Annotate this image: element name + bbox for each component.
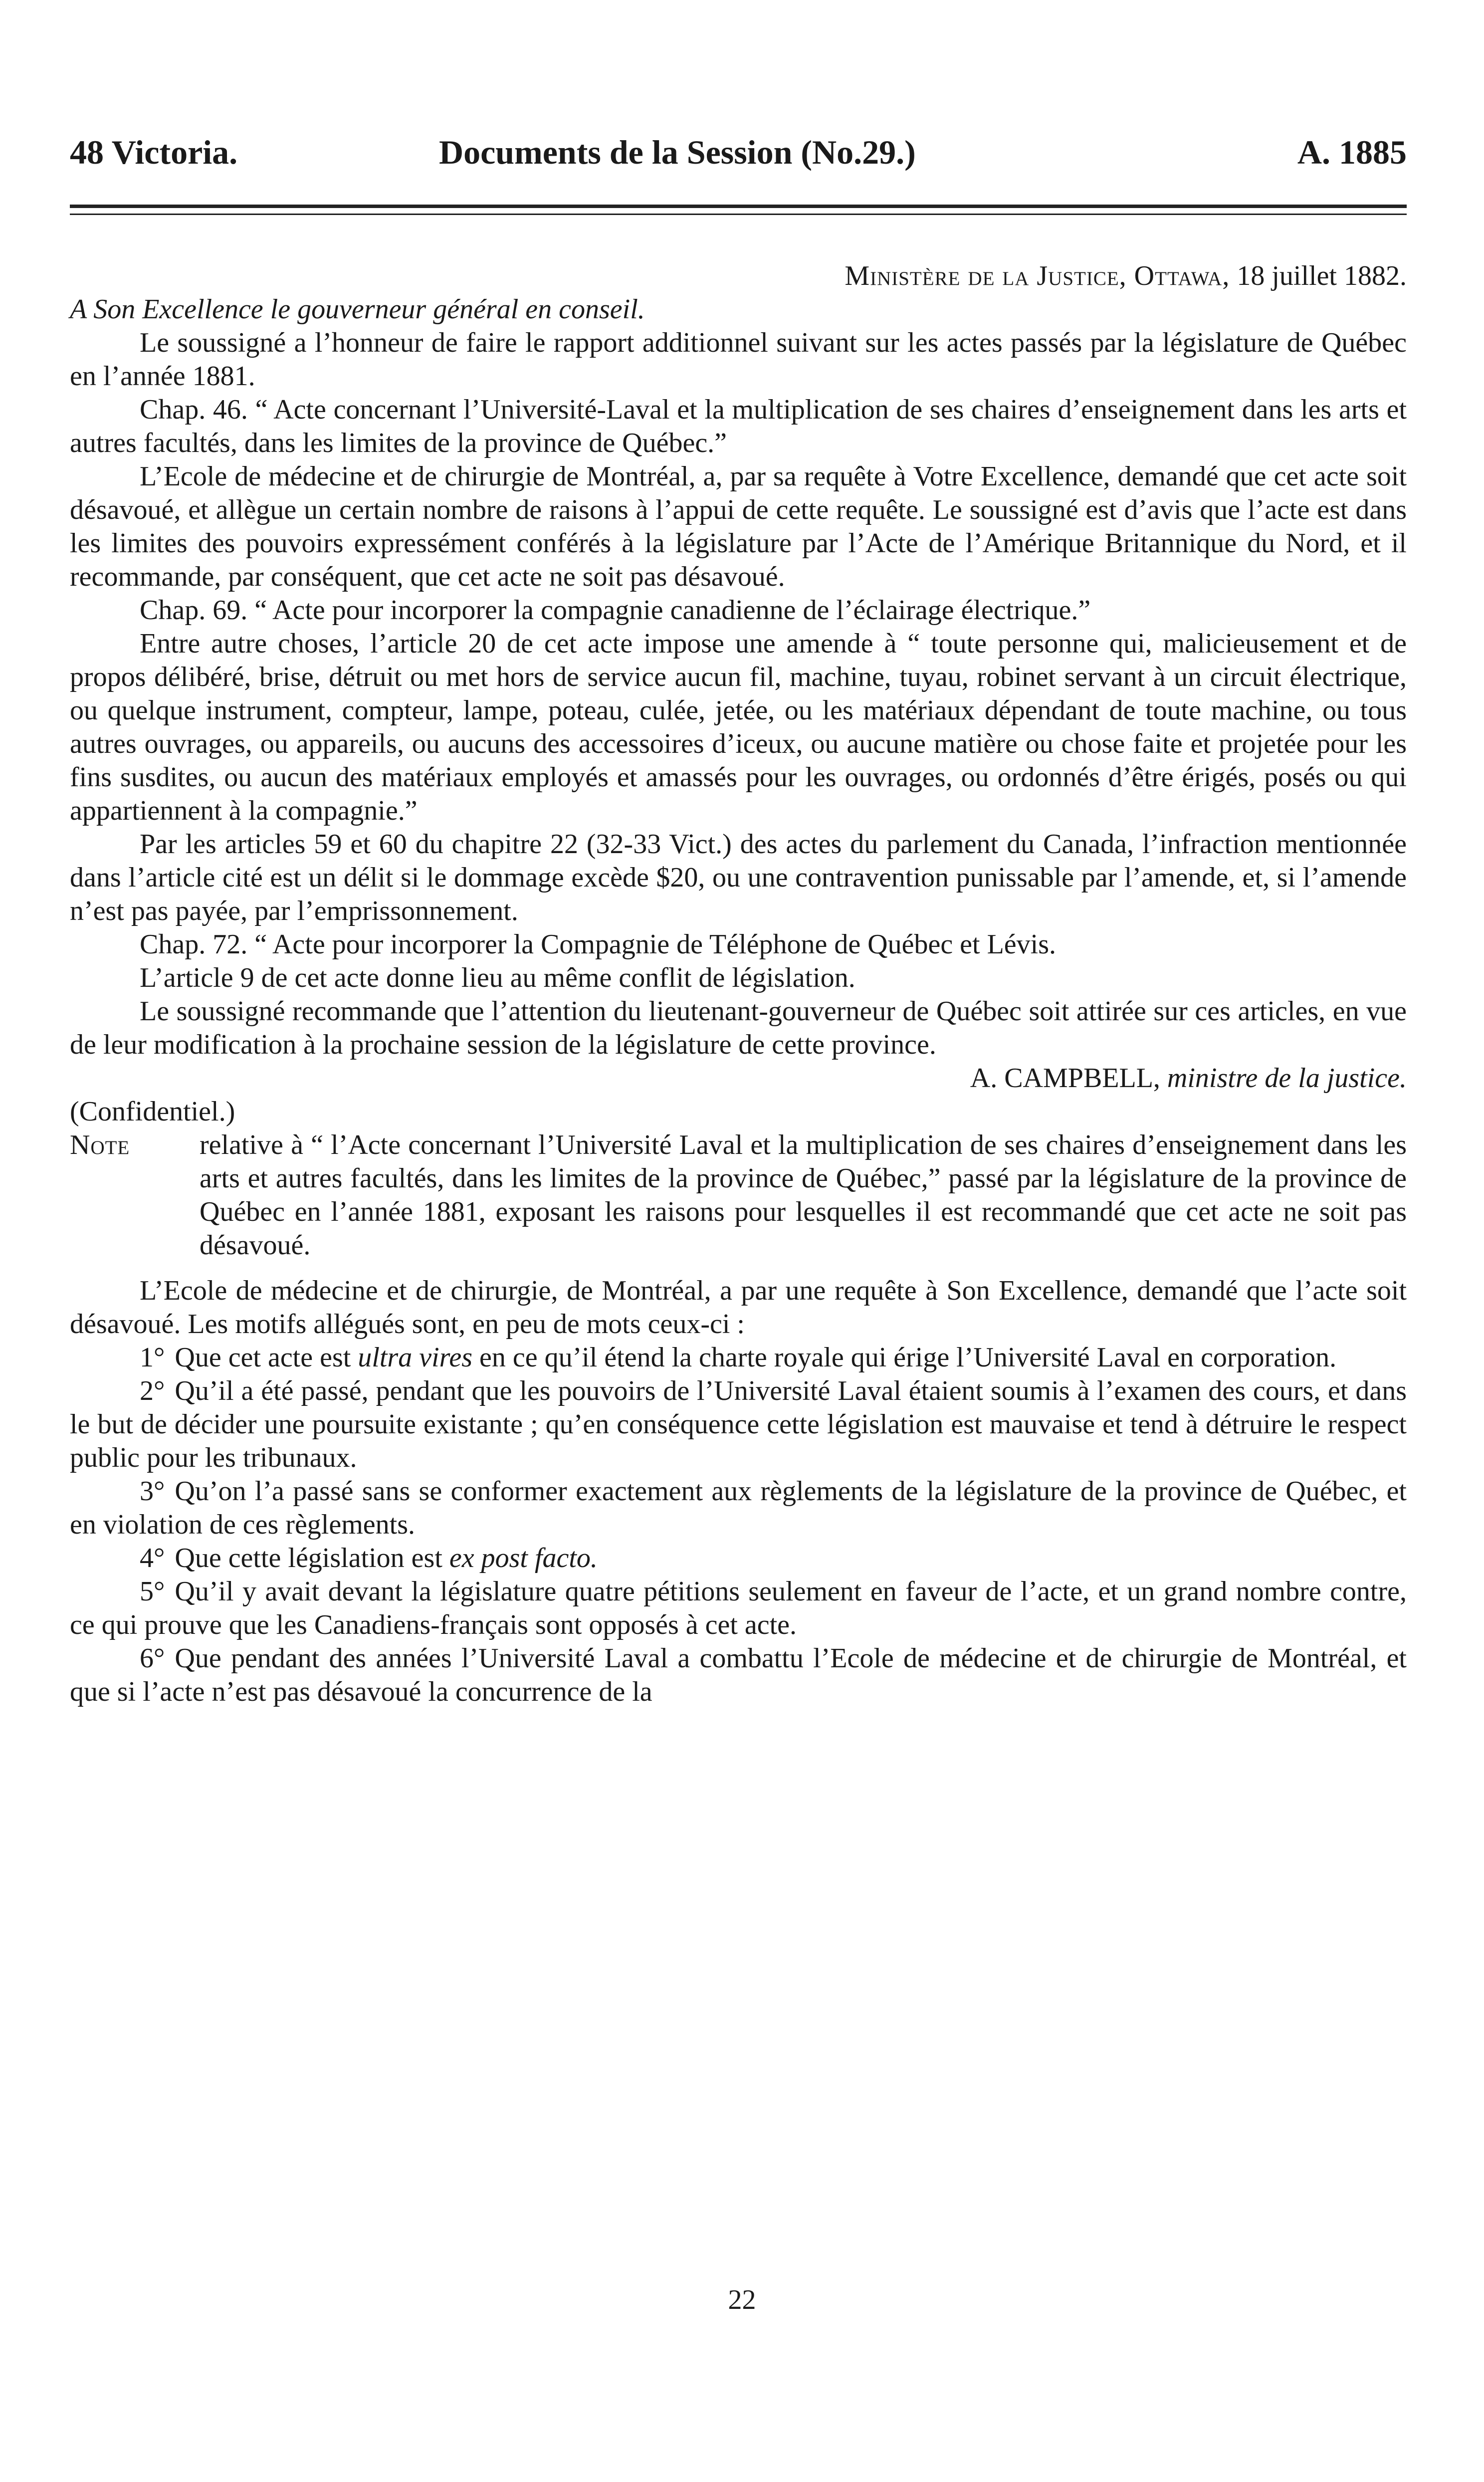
paragraph: L’Ecole de médecine et de chirurgie de Montréal, a, par sa requête à Votre Excellence, demandé que cet acte soit désavoué, et allègue un certain nombre de raisons à l’appui de cette requête. Le soussigné est d’avis que l’acte est dans les limites des pouvoirs expressément conférés à la législature par l’Acte de l’Amérique Britannique du Nord, et il recommande, par conséquent, que cet acte ne soit pas désavoué. [70, 461, 1407, 592]
dateline-date: 18 juillet 1882. [1237, 260, 1407, 291]
signature [70, 1062, 1407, 1095]
motif-number: 3° [140, 1476, 165, 1507]
motif-item [70, 1341, 1407, 1374]
dateline [70, 259, 1407, 293]
motif-item [70, 1575, 1407, 1642]
motif-item [70, 1642, 1407, 1709]
page-number: 22 [728, 2284, 756, 2315]
running-header [70, 120, 1407, 185]
header-rule-thin [70, 214, 1407, 215]
note-text: relative à “ l’Acte concernant l’Université Laval et la multiplication de ses chaires d’enseignement dans les arts et autres facultés, dans les limites de la province de Québec,” passé par la législature de la province de Québec en l’année 1881, exposant les raisons pour lesquelles il est recommandé que cet acte ne soit pas désavoué. [200, 1129, 1407, 1261]
signature-title: ministre de la justice. [1167, 1063, 1407, 1094]
motif-item [70, 1542, 1407, 1575]
paragraph: Le soussigné recommande que l’attention du lieutenant-gouverneur de Québec soit attirée sur ces articles, en vue de leur modification à la prochaine session de la législature de cette province. [70, 996, 1407, 1060]
motif-item [70, 1475, 1407, 1542]
paragraph: L’article 9 de cet acte donne lieu au même conflit de législation. [140, 962, 855, 993]
header-rule-thick [70, 205, 1407, 208]
paragraph: Chap. 72. “ Acte pour incorporer la Compagnie de Téléphone de Québec et Lévis. [140, 929, 1057, 960]
motif-text: Qu’il a été passé, pendant que les pouvoirs de l’Université Laval étaient soumis à l’examen des cours, et dans le but de décider une poursuite existante ; qu’en conséquence cette législation est mauvaise et tend à détruire le respect public pour les tribunaux. [70, 1375, 1407, 1473]
paragraph: Par les articles 59 et 60 du chapitre 22 (32-33 Vict.) des actes du parlement du Canada, l’infraction mentionnée dans l’article cité est un délit si le dommage excède $20, ou une contravention punissable par l’amende, et, si l’amende n’est pas payée, par l’emprissonnement. [70, 829, 1407, 926]
motif-text: Que cette législation est [175, 1543, 442, 1574]
note-block [70, 1128, 1407, 1262]
header-year: A. 1885 [1297, 133, 1407, 171]
paragraph: Chap. 69. “ Acte pour incorporer la compagnie canadienne de l’éclairage électrique.” [140, 595, 1091, 626]
motif-number: 4° [140, 1543, 165, 1574]
header-title: Documents de la Session (No.29.) [439, 133, 916, 171]
motif-text: Que cet acte est [175, 1342, 351, 1373]
motif-item [70, 1374, 1407, 1475]
body-text [70, 259, 1407, 1709]
paragraph: Entre autre choses, l’article 20 de cet acte impose une amende à “ toute personne qui, malicieusement et de propos délibéré, brise, détruit ou met hors de service aucun fil, machine, tuyau, robinet servant à un circuit électrique, ou quelque instrument, compteur, lampe, poteau, culée, jetée, ou les matériaux dépendant de toute machine, ou tous autres ouvrages, ou appareils, ou aucuns des accessoires d’iceux, ou aucune matière ou chose faite et projetée pour les fins susdites, ou aucun des matériaux employés et amassés pour les ouvrages, ou ordonnés d’être érigés, posés ou qui appartiennent à la compagnie.” [70, 628, 1407, 826]
addressee: A Son Excellence le gouverneur général en conseil. [70, 294, 645, 325]
paragraph: Chap. 46. “ Acte concernant l’Université-Laval et la multiplication de ses chaires d’enseignement dans les arts et autres facultés, dans les limites de la province de Québec.” [70, 394, 1407, 458]
motifs-intro: L’Ecole de médecine et de chirurgie, de Montréal, a par une requête à Son Excellence, demandé que l’acte soit désavoué. Les motifs allégués sont, en peu de mots ceux-ci : [70, 1275, 1407, 1340]
motif-italic: ex post facto. [449, 1543, 598, 1574]
confidential-label: (Confidentiel.) [70, 1096, 235, 1127]
motif-italic: ultra vires [358, 1342, 472, 1373]
motif-number: 2° [140, 1375, 165, 1406]
motif-text: Qu’on l’a passé sans se conformer exactement aux règlements de la législature de la province de Québec, et en violation de ces règlements. [70, 1476, 1407, 1540]
paragraph: Le soussigné a l’honneur de faire le rapport additionnel suivant sur les actes passés par la législature de Québec en l’année 1881. [70, 327, 1407, 392]
motif-text: Que pendant des années l’Université Laval a combattu l’Ecole de médecine et de chirurgie de Montréal, et que si l’acte n’est pas désavoué la concurrence de la [70, 1643, 1407, 1707]
signature-name: A. CAMPBELL, [970, 1063, 1160, 1094]
motif-text: Qu’il y avait devant la législature quatre pétitions seulement en faveur de l’acte, et un grand nombre contre, ce qui prouve que les Canadiens-français sont opposés à cet acte. [70, 1576, 1407, 1640]
header-volume: 48 Victoria. [70, 133, 238, 171]
dateline-place: Ministère de la Justice, Ottawa, [845, 260, 1230, 291]
motif-text: en ce qu’il étend la charte royale qui érige l’Université Laval en corporation. [479, 1342, 1337, 1373]
motif-number: 6° [140, 1643, 165, 1674]
motif-number: 5° [140, 1576, 165, 1607]
note-label: Note [70, 1129, 130, 1160]
motif-number: 1° [140, 1342, 165, 1373]
